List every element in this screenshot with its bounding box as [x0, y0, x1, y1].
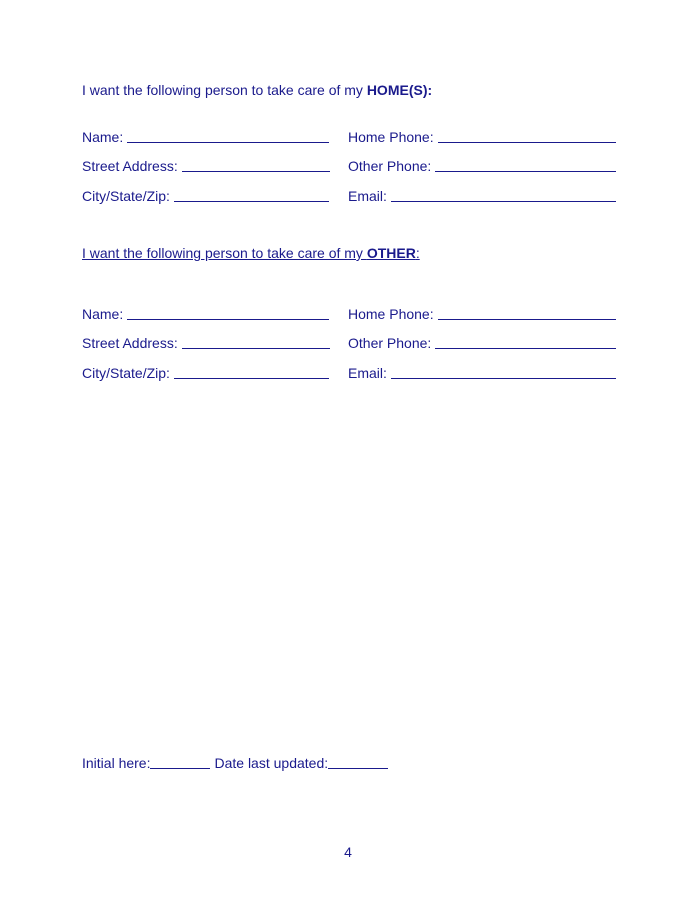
other-other-phone-field[interactable]	[348, 333, 616, 351]
other-street-address-field[interactable]	[82, 333, 330, 351]
other-city-state-zip-field[interactable]	[82, 363, 329, 381]
homes-heading-prefix: I want the following person to take care of my	[82, 82, 367, 98]
other-email-blank[interactable]	[391, 364, 616, 379]
initial-here-blank[interactable]	[150, 754, 210, 769]
other-city-state-zip-label: City/State/Zip:	[82, 365, 170, 381]
homes-street-address-field[interactable]	[82, 156, 330, 174]
homes-email-label: Email:	[348, 188, 387, 204]
homes-name-label: Name:	[82, 129, 124, 145]
other-other-phone-label: Other Phone:	[348, 335, 432, 351]
other-home-phone-field[interactable]	[348, 304, 616, 322]
footer-initials-row	[82, 753, 388, 771]
other-home-phone-blank[interactable]	[438, 305, 616, 320]
homes-name-field[interactable]	[82, 127, 329, 145]
other-city-state-zip-blank[interactable]	[174, 364, 329, 379]
other-heading-suffix: :	[415, 245, 420, 261]
other-home-phone-label: Home Phone:	[348, 306, 434, 322]
homes-email-field[interactable]	[348, 186, 616, 204]
date-last-updated-label: Date last updated:	[214, 755, 329, 771]
other-other-phone-blank[interactable]	[435, 334, 616, 349]
homes-city-state-zip-blank[interactable]	[174, 187, 329, 202]
homes-other-phone-label: Other Phone:	[348, 158, 432, 174]
homes-other-phone-blank[interactable]	[435, 157, 616, 172]
homes-section-heading	[82, 82, 432, 98]
other-heading-prefix: I want the following person to take care of my	[82, 245, 367, 261]
other-street-address-label: Street Address:	[82, 335, 178, 351]
homes-email-blank[interactable]	[391, 187, 616, 202]
other-name-blank[interactable]	[127, 305, 329, 320]
homes-heading-bold: HOME(S):	[366, 82, 433, 98]
homes-city-state-zip-field[interactable]	[82, 186, 329, 204]
homes-name-blank[interactable]	[127, 128, 329, 143]
homes-street-address-blank[interactable]	[182, 157, 330, 172]
other-name-field[interactable]	[82, 304, 329, 322]
other-section-heading	[82, 245, 420, 261]
other-name-label: Name:	[82, 306, 124, 322]
homes-home-phone-label: Home Phone:	[348, 129, 434, 145]
other-street-address-blank[interactable]	[182, 334, 330, 349]
homes-city-state-zip-label: City/State/Zip:	[82, 188, 170, 204]
homes-street-address-label: Street Address:	[82, 158, 178, 174]
other-email-label: Email:	[348, 365, 387, 381]
homes-other-phone-field[interactable]	[348, 156, 616, 174]
other-email-field[interactable]	[348, 363, 616, 381]
other-heading-bold: OTHER	[366, 245, 416, 261]
date-last-updated-blank[interactable]	[328, 754, 388, 769]
initial-here-label: Initial here:	[82, 755, 151, 771]
homes-home-phone-blank[interactable]	[438, 128, 616, 143]
page-number: 4	[344, 844, 352, 860]
homes-home-phone-field[interactable]	[348, 127, 616, 145]
